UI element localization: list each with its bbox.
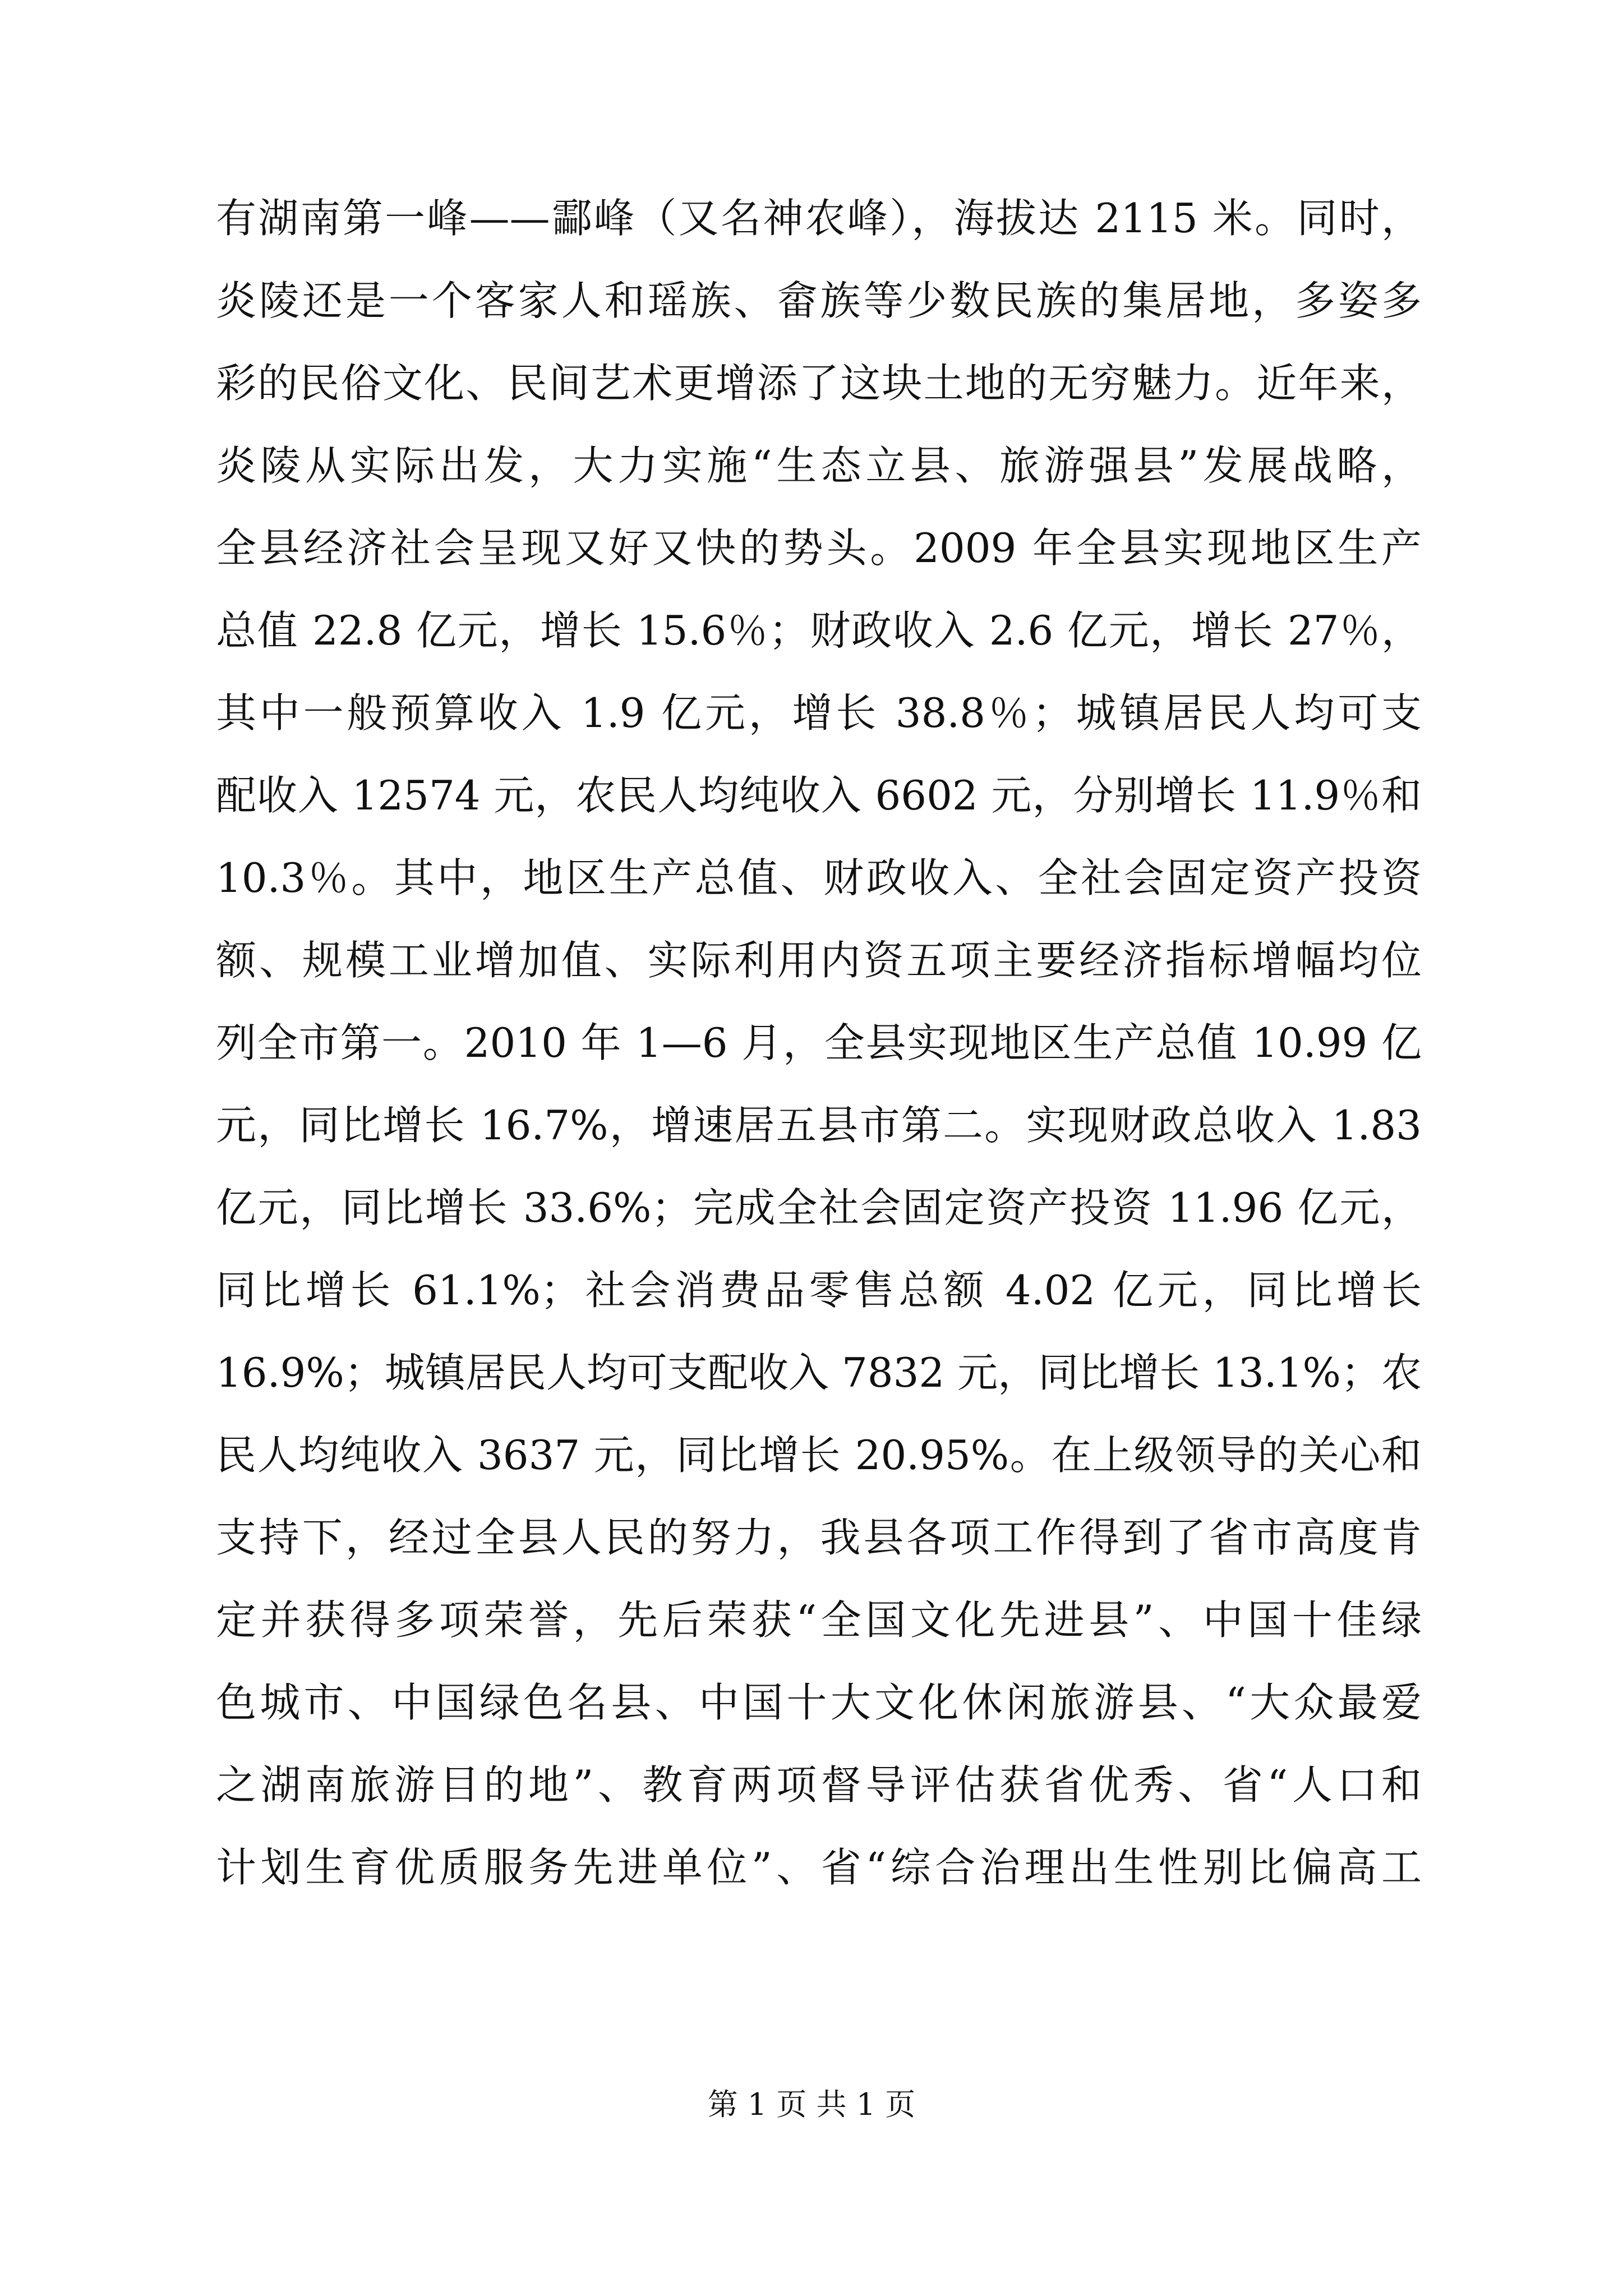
text-line-3: 彩的民俗文化、民间艺术更增添了这块土地的无穷魅力。近年来， [216, 360, 1422, 407]
text-line-5: 全县经济社会呈现又好又快的势头。2009 年全县实现地区生产 [216, 524, 1422, 572]
text-line-18: 定并获得多项荣誉，先后荣获“全国文化先进县”、中国十佳绿 [216, 1596, 1422, 1644]
text-line-11: 列全市第一。2010 年 1—6 月，全县实现地区生产总值 10.99 亿 [216, 1019, 1422, 1066]
text-line-1: 有湖南第一峰——酃峰（又名神农峰），海拔达 2115 米。同时， [216, 195, 1422, 242]
text-line-13: 亿元，同比增长 33.6%；完成全社会固定资产投资 11.96 亿元， [216, 1184, 1422, 1231]
text-line-16: 民人均纯收入 3637 元，同比增长 20.95%。在上级领导的关心和 [216, 1432, 1422, 1479]
text-line-14: 同比增长 61.1%；社会消费品零售总额 4.02 亿元，同比增长 [216, 1267, 1422, 1314]
text-line-2: 炎陵还是一个客家人和瑶族、畲族等少数民族的集居地，多姿多 [216, 277, 1422, 324]
text-line-17: 支持下，经过全县人民的努力，我县各项工作得到了省市高度肯 [216, 1514, 1422, 1561]
text-line-19: 色城市、中国绿色名县、中国十大文化休闲旅游县、“大众最爱 [216, 1679, 1422, 1726]
text-line-8: 配收入 12574 元，农民人均纯收入 6602 元，分别增长 11.9％和 [216, 772, 1422, 819]
text-line-6: 总值 22.8 亿元，增长 15.6％；财政收入 2.6 亿元，增长 27％， [216, 607, 1422, 654]
text-line-15: 16.9%；城镇居民人均可支配收入 7832 元，同比增长 13.1%；农 [216, 1349, 1422, 1396]
page-number-label: 第 1 页 共 1 页 [707, 2087, 916, 2122]
text-line-21: 计划生育优质服务先进单位”、省“综合治理出生性别比偏高工 [216, 1844, 1422, 1891]
text-line-10: 额、规模工业增加值、实际利用内资五项主要经济指标增幅均位 [216, 937, 1422, 984]
text-line-9: 10.3％。其中，地区生产总值、财政收入、全社会固定资产投资 [216, 854, 1422, 901]
text-line-4: 炎陵从实际出发，大力实施“生态立县、旅游强县”发展战略， [216, 442, 1422, 489]
text-line-12: 元，同比增长 16.7%，增速居五县市第二。实现财政总收入 1.83 [216, 1102, 1422, 1149]
page-footer [0, 2085, 1623, 2125]
text-line-7: 其中一般预算收入 1.9 亿元，增长 38.8％；城镇居民人均可支 [216, 689, 1422, 737]
text-line-20: 之湖南旅游目的地”、教育两项督导评估获省优秀、省“人口和 [216, 1761, 1422, 1809]
body-paragraph [216, 177, 1422, 1909]
